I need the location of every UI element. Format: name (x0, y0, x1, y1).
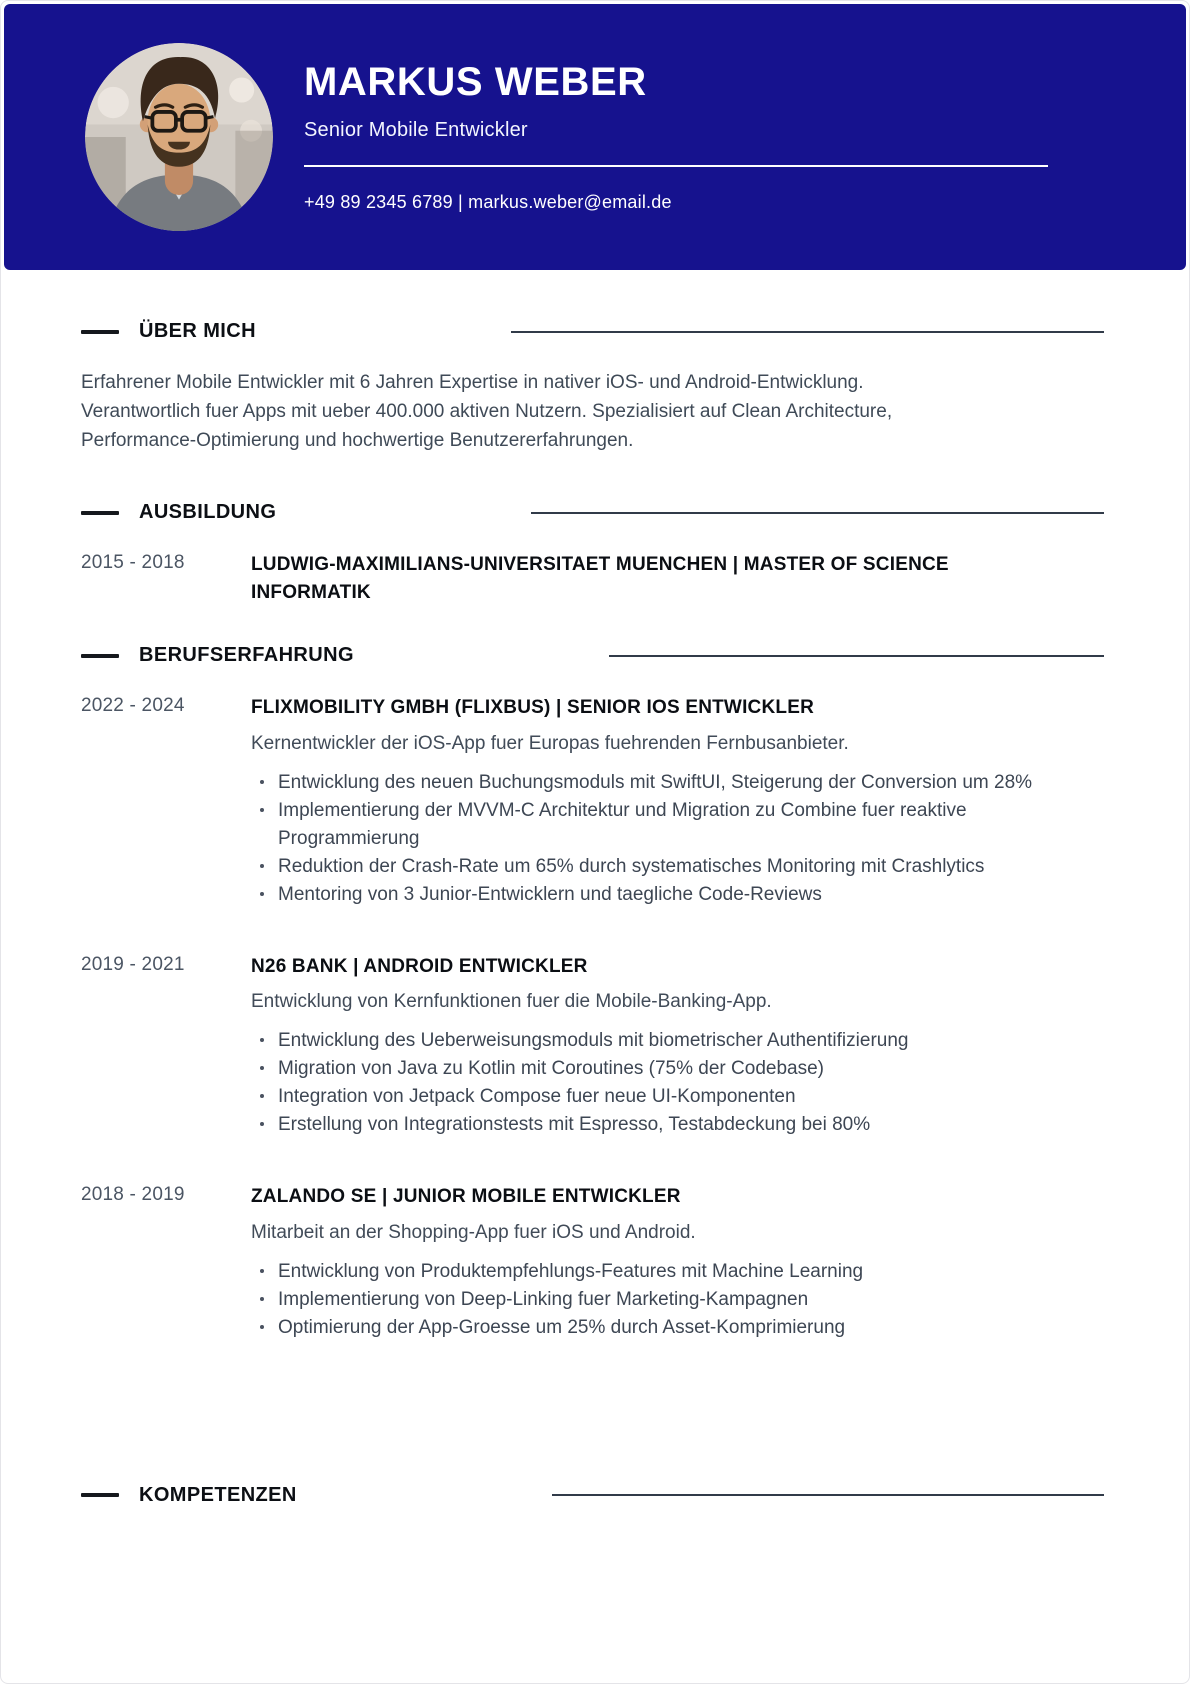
person-job-title: Senior Mobile Entwickler (304, 118, 528, 141)
job-bullet-list (251, 1027, 1104, 1139)
header-divider-line (304, 165, 1048, 167)
section-header-about (81, 320, 1104, 343)
job-bullet: Erstellung von Integrationstests mit Espresso, Testabdeckung bei 80% (251, 1111, 1081, 1139)
job-bullet: Entwicklung des Ueberweisungsmoduls mit biometrischer Authentifizierung (251, 1027, 1081, 1055)
job-period: 2019 - 2021 (81, 953, 185, 975)
section-rule (511, 331, 1104, 333)
education-title: LUDWIG-MAXIMILIANS-UNIVERSITAET MUENCHEN | MASTER OF SCIENCE INFORMATIK (251, 554, 949, 603)
section-title-experience: BERUFSERFAHRUNG (139, 644, 354, 667)
job-summary: Kernentwickler der iOS-App fuer Europas fuehrenden Fernbusanbieter. (251, 732, 849, 754)
job-details (251, 694, 1104, 909)
profile-photo (85, 43, 273, 231)
job-title-line: N26 BANK | ANDROID ENTWICKLER (251, 955, 588, 977)
job-entry-n26 (81, 953, 1104, 1140)
section-header-education (81, 501, 1104, 524)
job-bullet: Optimierung der App-Groesse um 25% durch Asset-Komprimierung (251, 1314, 1081, 1342)
job-bullet: Entwicklung des neuen Buchungsmoduls mit SwiftUI, Steigerung der Conversion um 28% (251, 769, 1081, 797)
section-title-about: ÜBER MICH (139, 320, 256, 342)
section-title-skills: KOMPETENZEN (139, 1483, 297, 1506)
job-period: 2022 - 2024 (81, 695, 185, 717)
resume-body (1, 273, 1189, 1507)
job-title-line: ZALANDO SE | JUNIOR MOBILE ENTWICKLER (251, 1186, 681, 1208)
section-rule (531, 512, 1104, 514)
job-details (251, 953, 1104, 1140)
job-entry-zalando (81, 1183, 1104, 1342)
section-rule (552, 1494, 1104, 1496)
job-bullet: Reduktion der Crash-Rate um 65% durch systematisches Monitoring mit Crashlytics (251, 853, 1081, 881)
job-entry-flixmobility (81, 694, 1104, 909)
section-dash (81, 654, 119, 658)
section-rule (609, 655, 1104, 657)
job-summary: Mitarbeit an der Shopping-App fuer iOS und Android. (251, 1221, 696, 1243)
section-header-experience (81, 644, 1104, 667)
job-bullet-list (251, 1258, 1104, 1342)
job-bullet: Mentoring von 3 Junior-Entwicklern und taegliche Code-Reviews (251, 881, 1081, 909)
about-text: Erfahrener Mobile Entwickler mit 6 Jahren Expertise in nativer iOS- und Android-Entwicklung. Verantwortlich fuer Apps mit ueber 400.000 aktiven Nutzern. Spezialisiert auf Clean Architecture, Performance-Optimierung und hochwertige Benutzererfahrungen. (81, 372, 893, 451)
section-header-skills (81, 1484, 1104, 1507)
section-title-education: AUSBILDUNG (139, 501, 277, 523)
job-bullet: Migration von Java zu Kotlin mit Coroutines (75% der Codebase) (251, 1055, 1081, 1083)
education-period: 2015 - 2018 (81, 552, 185, 573)
job-bullet: Integration von Jetpack Compose fuer neue UI-Komponenten (251, 1083, 1081, 1111)
person-name: MARKUS WEBER (304, 59, 647, 104)
profile-photo-illustration (85, 43, 273, 231)
job-title-line: FLIXMOBILITY GMBH (FLIXBUS) | SENIOR IOS ENTWICKLER (251, 697, 814, 719)
job-bullet: Implementierung der MVVM-C Architektur und Migration zu Combine fuer reaktive Programmierung (251, 797, 1081, 853)
section-dash (81, 330, 119, 334)
job-period: 2018 - 2019 (81, 1184, 185, 1206)
education-entry (81, 551, 1104, 606)
job-bullet-list (251, 769, 1104, 909)
job-bullet: Entwicklung von Produktempfehlungs-Features mit Machine Learning (251, 1258, 1081, 1286)
job-summary: Entwicklung von Kernfunktionen fuer die Mobile-Banking-App. (251, 991, 772, 1013)
resume-header (4, 4, 1186, 270)
contact-info: +49 89 2345 6789 | markus.weber@email.de (304, 191, 672, 212)
job-details (251, 1183, 1104, 1342)
section-dash (81, 1493, 119, 1497)
job-bullet: Implementierung von Deep-Linking fuer Marketing-Kampagnen (251, 1286, 1081, 1314)
section-dash (81, 511, 119, 515)
